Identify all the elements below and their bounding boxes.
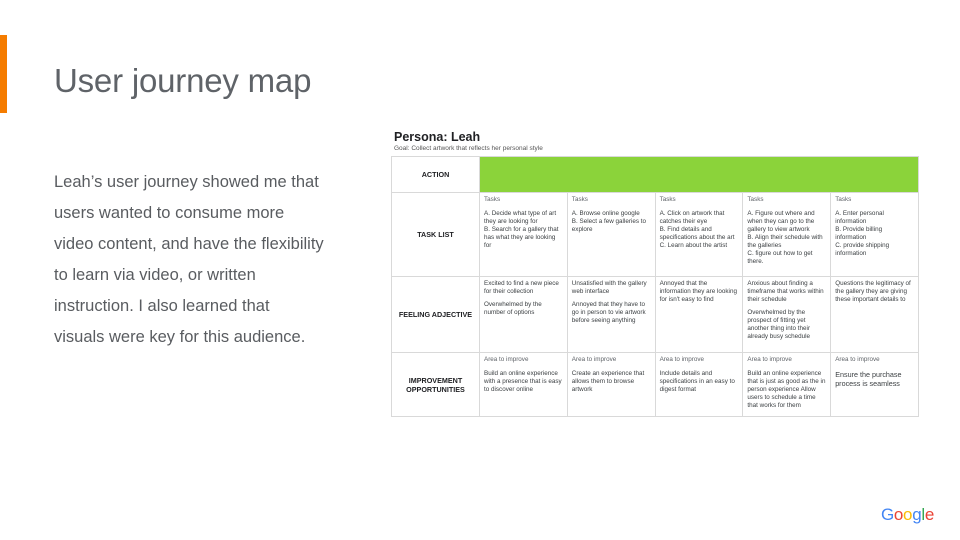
improvement-cell <box>567 353 655 417</box>
slide-body-text: Leah’s user journey showed me that users wanted to consume more video content, and have the flexibility to learn via video, or written instruction. I also learned that visuals were key for this audience. <box>54 173 324 346</box>
task-cell-heading: Tasks <box>835 196 852 203</box>
improvement-heading: Area to improve <box>835 356 880 363</box>
logo-letter: l <box>921 505 925 524</box>
feeling-cell <box>655 277 743 353</box>
slide-title: User journey map <box>54 62 312 99</box>
feeling-cell <box>831 277 919 353</box>
feeling-cell <box>480 277 568 353</box>
feeling-text: Annoyed that they have to go in person to vie artwork before seeing anything <box>571 301 646 324</box>
feeling-cell <box>743 277 831 353</box>
task-item: A. Figure out where and when they can go to the gallery to view artwork <box>747 210 815 233</box>
task-item: C. provide shipping information <box>835 242 890 257</box>
task-item: C. Learn about the artist <box>659 242 728 249</box>
logo-letter: e <box>924 505 934 524</box>
task-item: B. Align their schedule with the galleries <box>747 234 823 249</box>
action-row <box>392 157 919 193</box>
task-item: B. Search for a gallery that has what they are looking for <box>484 226 559 249</box>
improvement-text: Create an experience that allows them to browse artwork <box>571 370 645 393</box>
task-cell <box>655 193 743 277</box>
feeling-cell <box>567 277 655 353</box>
logo-letter: G <box>880 505 894 524</box>
improvement-text: Ensure the purchase process is seamless <box>835 370 902 388</box>
feeling-text: Annoyed that the information they are looking for isn't easy to find <box>659 280 737 303</box>
feeling-text: Overwhelmed by the prospect of fitting yet another thing into their already busy schedule <box>747 309 811 340</box>
task-item: C. figure out how to get there. <box>747 250 813 265</box>
task-cell-heading: Tasks <box>659 196 676 203</box>
task-item: A. Browse online google <box>571 210 640 217</box>
journey-map <box>391 130 919 417</box>
task-cell <box>743 193 831 277</box>
feeling-text: Excited to find a new piece for their collection <box>484 280 559 295</box>
improvement-cell <box>831 353 919 417</box>
logo-letter: o <box>903 505 913 524</box>
improvement-text: Build an online experience that is just as good as the in person experience Allow users to schedule a time that works for them <box>747 370 826 409</box>
improvement-row <box>392 353 919 417</box>
feeling-text: Questions the legitimacy of the gallery they are giving these important details to <box>835 280 911 303</box>
task-item: A. Decide what type of art they are looking for <box>484 210 557 225</box>
improvement-text: Build an online experience with a presence that is easy to discover online <box>484 370 562 393</box>
task-cell <box>831 193 919 277</box>
logo-letter: o <box>893 505 904 524</box>
task-cell-heading: Tasks <box>571 196 588 203</box>
improvement-heading: Area to improve <box>747 356 792 363</box>
journey-map-table <box>391 156 919 417</box>
task-cell <box>480 193 568 277</box>
row-label-task-list: TASK LIST <box>392 193 480 277</box>
task-item: B. Provide billing information <box>835 226 883 241</box>
row-label-feeling: FEELING ADJECTIVE <box>392 277 480 353</box>
row-label-action: ACTION <box>392 157 480 193</box>
persona-title: Persona: Leah <box>394 130 481 144</box>
persona-goal: Goal: Collect artwork that reflects her personal style <box>394 145 543 152</box>
feeling-text: Overwhelmed by the number of options <box>484 301 542 316</box>
task-item: B. Select a few galleries to explore <box>571 218 646 233</box>
feeling-text: Unsatisfied with the gallery web interface <box>571 280 647 295</box>
task-cell <box>567 193 655 277</box>
task-item: A. Click on artwork that catches their eye <box>659 210 725 225</box>
row-label-improvement: IMPROVEMENT OPPORTUNITIES <box>392 353 480 417</box>
improvement-heading: Area to improve <box>659 356 705 363</box>
improvement-cell <box>743 353 831 417</box>
improvement-cell <box>480 353 568 417</box>
action-bar <box>480 157 919 193</box>
improvement-text: Include details and specifications in an easy to digest format <box>659 370 735 393</box>
task-cell-heading: Tasks <box>484 196 501 203</box>
logo-letter: g <box>912 505 922 524</box>
task-cell-heading: Tasks <box>747 196 764 203</box>
improvement-heading: Area to improve <box>484 356 529 363</box>
accent-bar <box>0 35 7 113</box>
improvement-cell <box>655 353 743 417</box>
google-logo <box>881 505 934 525</box>
task-list-row <box>392 193 919 277</box>
task-item: A. Enter personal information <box>835 210 884 225</box>
improvement-heading: Area to improve <box>571 356 617 363</box>
task-item: B. Find details and specifications about the art <box>659 226 735 241</box>
feeling-text: Anxious about finding a timeframe that works within their schedule <box>747 280 824 303</box>
feeling-row <box>392 277 919 353</box>
